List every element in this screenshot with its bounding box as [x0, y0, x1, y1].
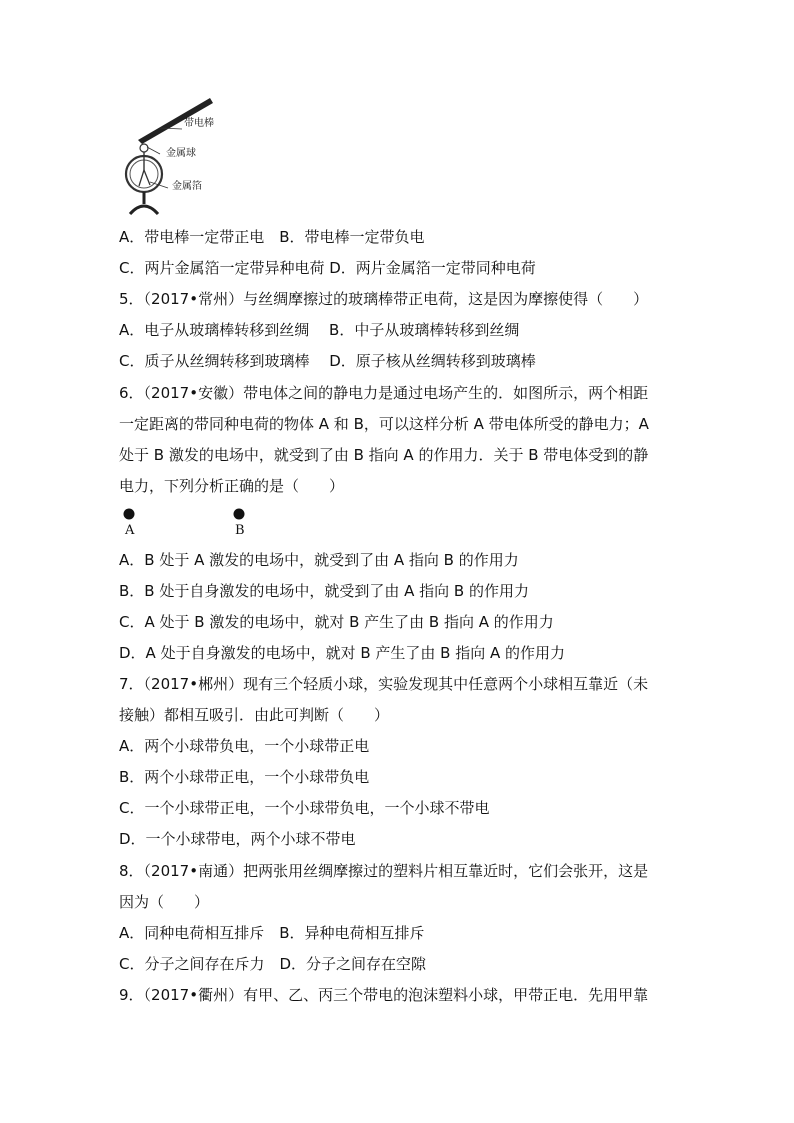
q9-stem: 9．（2017•衢州）有甲、乙、丙三个带电的泡沫塑料小球，甲带正电．先用甲靠	[119, 986, 649, 1004]
q7-option: B．两个小球带正电，一个小球带负电	[119, 768, 370, 786]
q7-option: A．两个小球带负电，一个小球带正电	[119, 737, 370, 755]
q8-stem-line: 因为（ ）	[119, 893, 210, 911]
q5-options-cd: C．质子从丝绸转移到玻璃棒 D．原子核从丝绸转移到玻璃棒	[119, 352, 536, 370]
label-metal-ball: 金属球	[166, 148, 196, 159]
q7-stem-line: 接触）都相互吸引．由此可判断（ ）	[119, 706, 390, 724]
q6-stem-line: 电力，下列分析正确的是（ ）	[119, 477, 345, 495]
q7-stem-line: 7．（2017•郴州）现有三个轻质小球，实验发现其中任意两个小球相互靠近（未	[119, 675, 649, 693]
label-metal-foil: 金属箔	[172, 181, 202, 192]
electroscope-figure	[120, 96, 220, 216]
q6-option: D．A 处于自身激发的电场中，就对 B 产生了由 B 指向 A 的作用力	[119, 644, 566, 662]
metal-ball	[140, 144, 148, 152]
q5-stem: 5．（2017•常州）与丝绸摩擦过的玻璃棒带正电荷，这是因为摩擦使得（ ）	[119, 290, 649, 308]
label-charged-rod: 带电棒	[184, 118, 214, 129]
q8-options-cd: C．分子之间存在斥力 D．分子之间存在空隙	[119, 955, 427, 973]
charge-b-dot	[234, 509, 245, 520]
q8-options-ab: A．同种电荷相互排斥 B．异种电荷相互排斥	[119, 924, 425, 942]
q7-option: D．一个小球带电，两个小球不带电	[119, 830, 356, 848]
q6-option: A．B 处于 A 激发的电场中，就受到了由 A 指向 B 的作用力	[119, 551, 519, 569]
q6-option: B．B 处于自身激发的电场中，就受到了由 A 指向 B 的作用力	[119, 582, 529, 600]
q8-stem-line: 8．（2017•南通）把两张用丝绸摩擦过的塑料片相互靠近时，它们会张开，这是	[119, 862, 649, 880]
q7-option: C．一个小球带正电，一个小球带负电，一个小球不带电	[119, 799, 490, 817]
charges-a-b-figure	[118, 506, 258, 542]
q6-stem-line: 一定距离的带同种电荷的物体 A 和 B，可以这样分析 A 带电体所受的静电力；A	[119, 415, 649, 433]
q4-options-ab: A．带电棒一定带正电 B．带电棒一定带负电	[119, 228, 425, 246]
q6-option: C．A 处于 B 激发的电场中，就对 B 产生了由 B 指向 A 的作用力	[119, 613, 554, 631]
q6-stem-line: 6．（2017•安徽）带电体之间的静电力是通过电场产生的．如图所示，两个相距	[119, 384, 649, 402]
q6-stem-line: 处于 B 激发的电场中，就受到了由 B 指向 A 的作用力．关于 B 带电体受到的静	[119, 446, 649, 464]
q4-options-cd: C．两片金属箔一定带异种电荷 D．两片金属箔一定带同种电荷	[119, 259, 536, 277]
charge-a-dot	[124, 509, 135, 520]
metal-foil-right	[144, 170, 150, 185]
charge-b-label: B	[235, 523, 245, 538]
q5-options-ab: A．电子从玻璃棒转移到丝绸 B．中子从玻璃棒转移到丝绸	[119, 321, 520, 339]
charge-a-label: A	[125, 523, 135, 538]
metal-foil-left	[139, 170, 144, 186]
